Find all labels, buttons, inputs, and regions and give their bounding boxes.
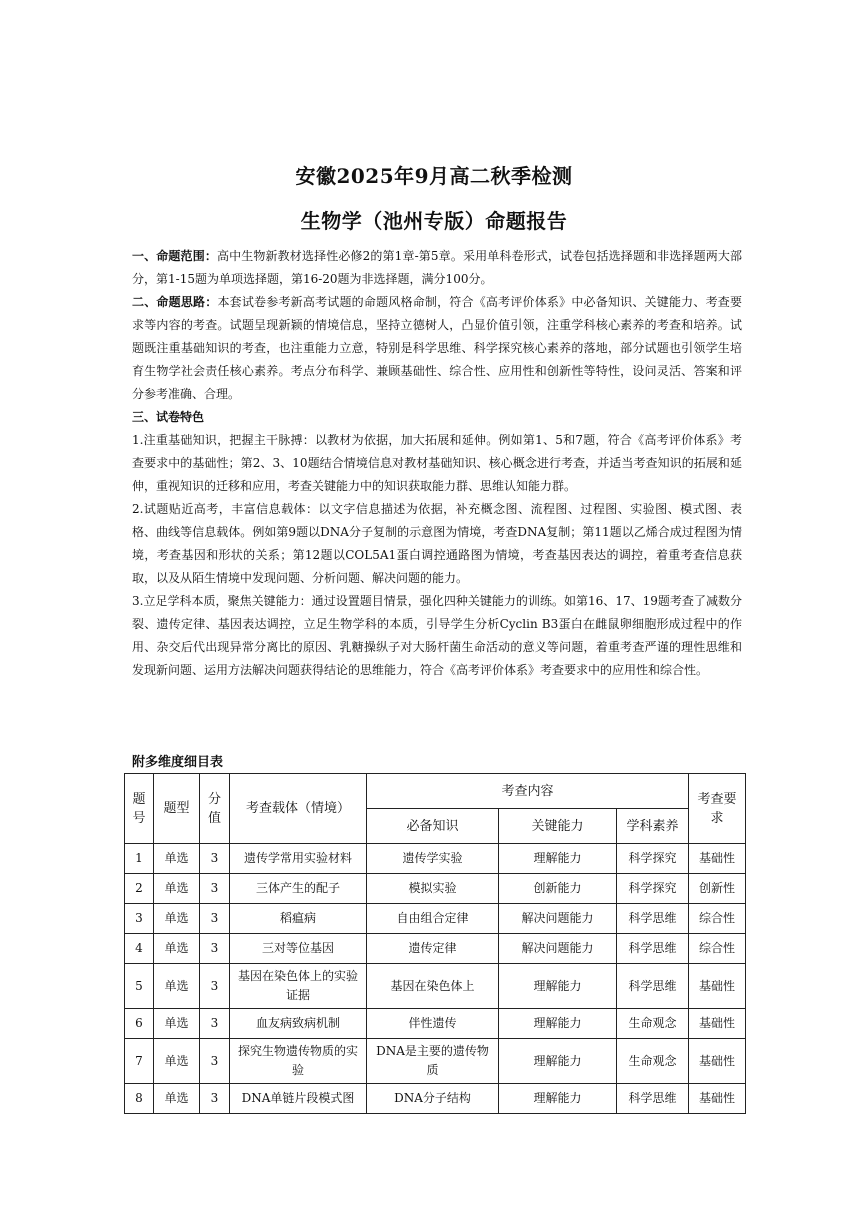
table-cell: 单选 <box>154 904 200 934</box>
table-cell: 3 <box>200 1039 230 1084</box>
table-cell: 基础性 <box>689 964 746 1009</box>
header-literacy: 学科素养 <box>617 809 689 844</box>
table-cell: 科学思维 <box>617 934 689 964</box>
header-carrier: 考查载体（情境） <box>230 774 367 844</box>
table-cell: 基础性 <box>689 844 746 874</box>
table-cell: 综合性 <box>689 934 746 964</box>
table-cell: 创新能力 <box>499 874 617 904</box>
table-cell: 理解能力 <box>499 1039 617 1084</box>
report-body <box>132 245 742 682</box>
table-cell: 稻瘟病 <box>230 904 367 934</box>
table-cell: 科学思维 <box>617 904 689 934</box>
table-cell: 3 <box>200 964 230 1009</box>
table-cell: 单选 <box>154 1039 200 1084</box>
table-cell: 科学探究 <box>617 874 689 904</box>
table-cell: 7 <box>125 1039 154 1084</box>
table-title: 附多维度细目表 <box>132 755 224 770</box>
section-features-heading: 三、试卷特色 <box>132 410 205 424</box>
table-cell: 3 <box>200 844 230 874</box>
table-cell: 5 <box>125 964 154 1009</box>
table-row <box>125 1009 746 1039</box>
report-title-line2: 生物学（池州专版）命题报告 <box>300 209 568 233</box>
header-requirement: 考查要求 <box>689 774 746 844</box>
table-cell: 自由组合定律 <box>367 904 499 934</box>
detail-table <box>124 773 746 1114</box>
section-approach-label: 二、命题思路： <box>132 295 218 309</box>
table-cell: 生命观念 <box>617 1009 689 1039</box>
table-cell: DNA单链片段模式图 <box>230 1084 367 1114</box>
table-cell: 血友病致病机制 <box>230 1009 367 1039</box>
feature-paragraph-1: 1.注重基础知识，把握主干脉搏：以教材为依据，加大拓展和延伸。例如第1、5和7题，符合《高考评价体系》考查要求中的基础性；第2、3、10题结合情境信息对教材基础知识、核心概念进行考查，并适当考查知识的拓展和延伸，重视知识的迁移和应用，考查关键能力中的知识获取能力群、思维认知能力群。 <box>132 433 742 493</box>
table-cell: 理解能力 <box>499 1084 617 1114</box>
table-cell: 创新性 <box>689 874 746 904</box>
table-row <box>125 844 746 874</box>
table-cell: 基础性 <box>689 1009 746 1039</box>
feature-paragraph-2: 2.试题贴近高考，丰富信息载体：以文字信息描述为依据，补充概念图、流程图、过程图、实验图、模式图、表格、曲线等信息载体。例如第9题以DNA分子复制的示意图为情境，考查DNA复制；第11题以乙烯合成过程图为情境，考查基因和形状的关系；第12题以COL5A1蛋白调控通路图为情境，考查基因表达的调控，着重考查信息获取，以及从陌生情境中发现问题、分析问题、解决问题的能力。 <box>132 502 742 585</box>
table-cell: 遗传学实验 <box>367 844 499 874</box>
table-cell: 8 <box>125 1084 154 1114</box>
table-row <box>125 1039 746 1084</box>
section-scope-label: 一、命题范围： <box>132 249 217 263</box>
table-cell: 遗传定律 <box>367 934 499 964</box>
table-row <box>125 934 746 964</box>
table-cell: 单选 <box>154 1009 200 1039</box>
table-cell: 单选 <box>154 934 200 964</box>
table-cell: DNA是主要的遗传物质 <box>367 1039 499 1084</box>
table-cell: 单选 <box>154 844 200 874</box>
table-cell: 三对等位基因 <box>230 934 367 964</box>
header-num: 题号 <box>125 774 154 844</box>
table-cell: 理解能力 <box>499 964 617 1009</box>
table-cell: 科学探究 <box>617 844 689 874</box>
table-cell: 3 <box>200 934 230 964</box>
header-ability: 关键能力 <box>499 809 617 844</box>
table-cell: 模拟实验 <box>367 874 499 904</box>
table-cell: 3 <box>200 1009 230 1039</box>
table-row <box>125 874 746 904</box>
table-cell: 4 <box>125 934 154 964</box>
table-cell: 1 <box>125 844 154 874</box>
table-body <box>125 844 746 1114</box>
table-row <box>125 1084 746 1114</box>
table-cell: 单选 <box>154 874 200 904</box>
header-score: 分值 <box>200 774 230 844</box>
table-cell: 生命观念 <box>617 1039 689 1084</box>
table-row <box>125 964 746 1009</box>
table-cell: 理解能力 <box>499 1009 617 1039</box>
table-cell: 3 <box>200 874 230 904</box>
table-cell: 3 <box>200 1084 230 1114</box>
header-knowledge: 必备知识 <box>367 809 499 844</box>
table-cell: 3 <box>200 904 230 934</box>
feature-paragraph-3: 3.立足学科本质，聚焦关键能力：通过设置题目情景，强化四种关键能力的训练。如第16、17、19题考查了减数分裂、遗传定律、基因表达调控，立足生物学科的本质，引导学生分析Cyclin B3蛋白在雌鼠卵细胞形成过程中的作用、杂交后代出现异常分离比的原因、乳糖操纵子对大肠杆菌生命活动的意义等问题，着重考查严谨的理性思维和发现新问题、运用方法解决问题获得结论的思维能力，符合《高考评价体系》考查要求中的应用性和综合性。 <box>132 594 742 677</box>
section-approach-text: 本套试卷参考新高考试题的命题风格命制，符合《高考评价体系》中必备知识、关键能力、考查要求等内容的考查。试题呈现新颖的情境信息，坚持立德树人，凸显价值引领，注重学科核心素养的考查和培养。试题既注重基础知识的考查，也注重能力立意，特别是科学思维、科学探究核心素养的落地，部分试题也引领学生培育生物学社会责任核心素养。考点分布科学、兼顾基础性、综合性、应用性和创新性等特性，设问灵活、答案和评分参考准确、合理。 <box>132 295 742 401</box>
table-cell: 解决问题能力 <box>499 904 617 934</box>
table-cell: 理解能力 <box>499 844 617 874</box>
table-cell: 基因在染色体上的实验证据 <box>230 964 367 1009</box>
table-cell: 三体产生的配子 <box>230 874 367 904</box>
table-cell: 遗传学常用实验材料 <box>230 844 367 874</box>
section-approach <box>132 291 742 406</box>
table-cell: 科学思维 <box>617 1084 689 1114</box>
table-cell: 科学思维 <box>617 964 689 1009</box>
table-cell: 6 <box>125 1009 154 1039</box>
table-cell: DNA分子结构 <box>367 1084 499 1114</box>
table-cell: 基因在染色体上 <box>367 964 499 1009</box>
table-cell: 单选 <box>154 964 200 1009</box>
table-cell: 2 <box>125 874 154 904</box>
header-type: 题型 <box>154 774 200 844</box>
header-content: 考查内容 <box>367 774 689 809</box>
report-title-line1: 安徽2025年9月高二秋季检测 <box>295 164 573 188</box>
table-cell: 3 <box>125 904 154 934</box>
table-cell: 基础性 <box>689 1039 746 1084</box>
section-scope-text: 高中生物新教材选择性必修2的第1章-第5章。采用单科卷形式，试卷包括选择题和非选择题两大部分，第1-15题为单项选择题，第16-20题为非选择题，满分100分。 <box>132 249 742 286</box>
table-cell: 单选 <box>154 1084 200 1114</box>
table-cell: 解决问题能力 <box>499 934 617 964</box>
section-scope <box>132 245 742 291</box>
table-cell: 探究生物遗传物质的实验 <box>230 1039 367 1084</box>
table-cell: 基础性 <box>689 1084 746 1114</box>
table-cell: 伴性遗传 <box>367 1009 499 1039</box>
table-cell: 综合性 <box>689 904 746 934</box>
table-row <box>125 904 746 934</box>
